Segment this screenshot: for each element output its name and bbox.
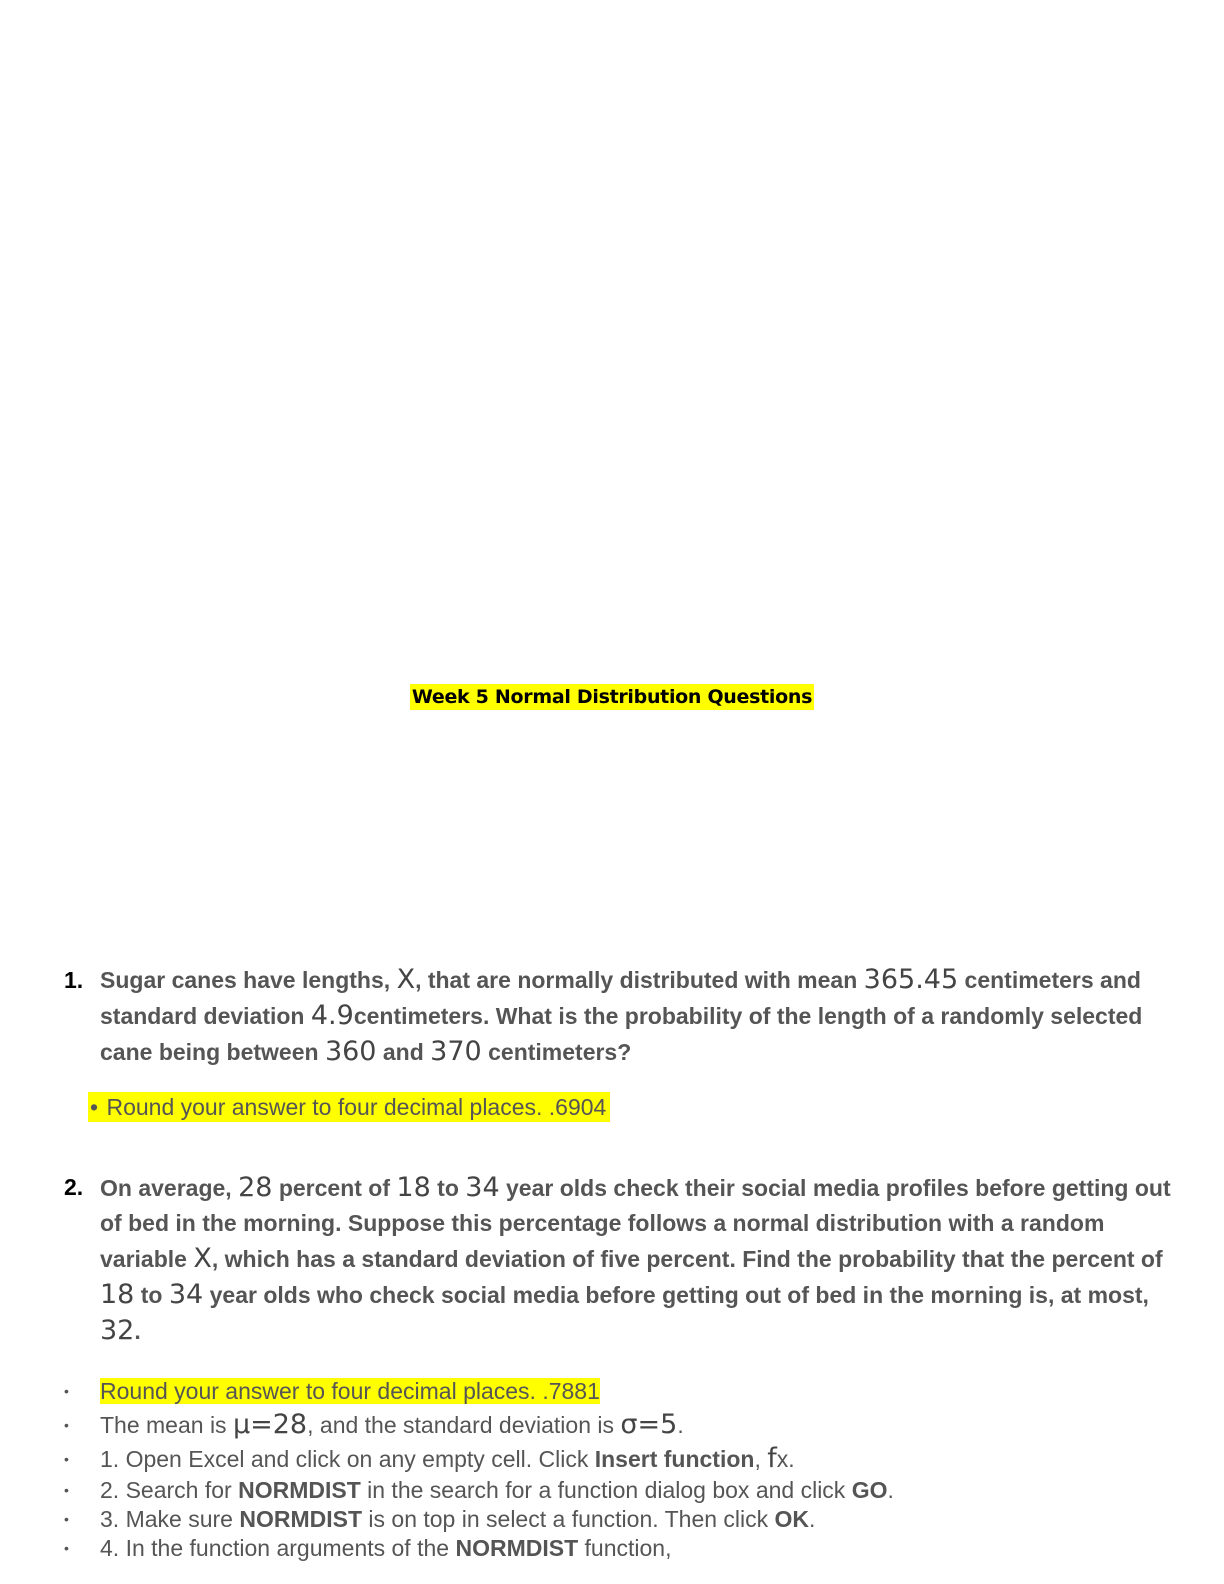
list-item: • The mean is μ=28, and the standard deviation is σ=5. <box>64 1408 1184 1442</box>
question-text: On average, 28 percent of 18 to 34 year olds check their social media profiles before getting out of bed in the morning. Suppose this percentage follows a normal distribution with a random variable X, which has a standard deviation of five percent. Find the probability that the percent of 18 to 34 year olds who check social media before getting out of bed in the morning is, at most, 32. <box>100 1172 1171 1346</box>
question-2 <box>64 1170 1184 1349</box>
question-text: Sugar canes have lengths, X, that are normally distributed with mean 365.45 centimeters and standard deviation 4.9centimeters. What is the probability of the length of a randomly selected cane being between 360 and 370 centimeters? <box>100 964 1143 1067</box>
list-item: • 4. In the function arguments of the NORMDIST function, <box>64 1534 1184 1563</box>
list-item: • 1. Open Excel and click on any empty cell. Click Insert function, fx. <box>64 1442 1184 1476</box>
page-title: Week 5 Normal Distribution Questions <box>411 686 813 708</box>
list-item: • 3. Make sure NORMDIST is on top in select a function. Then click OK. <box>64 1505 1184 1534</box>
question-1 <box>64 962 1184 1070</box>
question-number: 1. <box>64 967 84 993</box>
answer-note-1: • Round your answer to four decimal places. .6904 <box>88 1094 610 1121</box>
question-number: 2. <box>64 1174 84 1200</box>
instruction-list <box>64 1374 1184 1563</box>
list-item: • 2. Search for NORMDIST in the search for a function dialog box and click GO. <box>64 1476 1184 1505</box>
list-item: • Round your answer to four decimal places. .7881 <box>64 1374 1184 1408</box>
